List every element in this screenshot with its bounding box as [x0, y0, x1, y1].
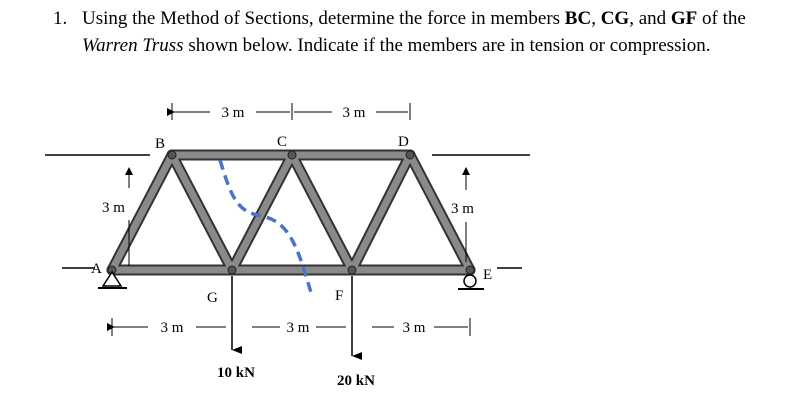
height-label-left: 3 m [102, 200, 125, 216]
member-gc [232, 155, 292, 270]
member-bc: BC [564, 8, 592, 29]
node-label-a: A [91, 261, 102, 277]
node-label-e: E [483, 267, 493, 283]
bottom-dim-gf: 3 m [286, 320, 310, 336]
member-bg [172, 155, 232, 270]
section-cut-line [220, 160, 312, 296]
member-cg: CG [600, 8, 630, 29]
node-label-f: F [335, 288, 344, 304]
problem-text-a: Using the Method of Sections, determine the force in members [82, 8, 565, 29]
member-cf [292, 155, 352, 270]
separator-2: , and [629, 8, 671, 29]
node-label-c: C [277, 134, 288, 150]
truss-name: Warren Truss [82, 35, 184, 56]
member-fd [352, 155, 410, 270]
separator-1: , [591, 8, 601, 29]
roller-support-e [458, 275, 484, 289]
top-dimensions [172, 103, 410, 120]
problem-text-b: of the [697, 8, 746, 29]
problem-text-c: shown below. Indicate if the members are in tension or compression. [183, 35, 711, 56]
height-label-right: 3 m [451, 201, 474, 217]
bottom-dim-fe: 3 m [402, 320, 426, 336]
node-label-d: D [398, 134, 409, 150]
load-label-g: 10 kN [217, 365, 255, 381]
load-label-f: 20 kN [337, 373, 375, 389]
node-label-b: B [155, 136, 166, 152]
top-dim-bc: 3 m [221, 105, 245, 121]
member-gf: GF [670, 8, 698, 29]
top-dim-cd: 3 m [342, 105, 366, 121]
problem-number: 1. [53, 8, 68, 29]
truss-members [112, 155, 470, 270]
node-label-g: G [207, 290, 218, 306]
bottom-dim-ag: 3 m [160, 320, 184, 336]
